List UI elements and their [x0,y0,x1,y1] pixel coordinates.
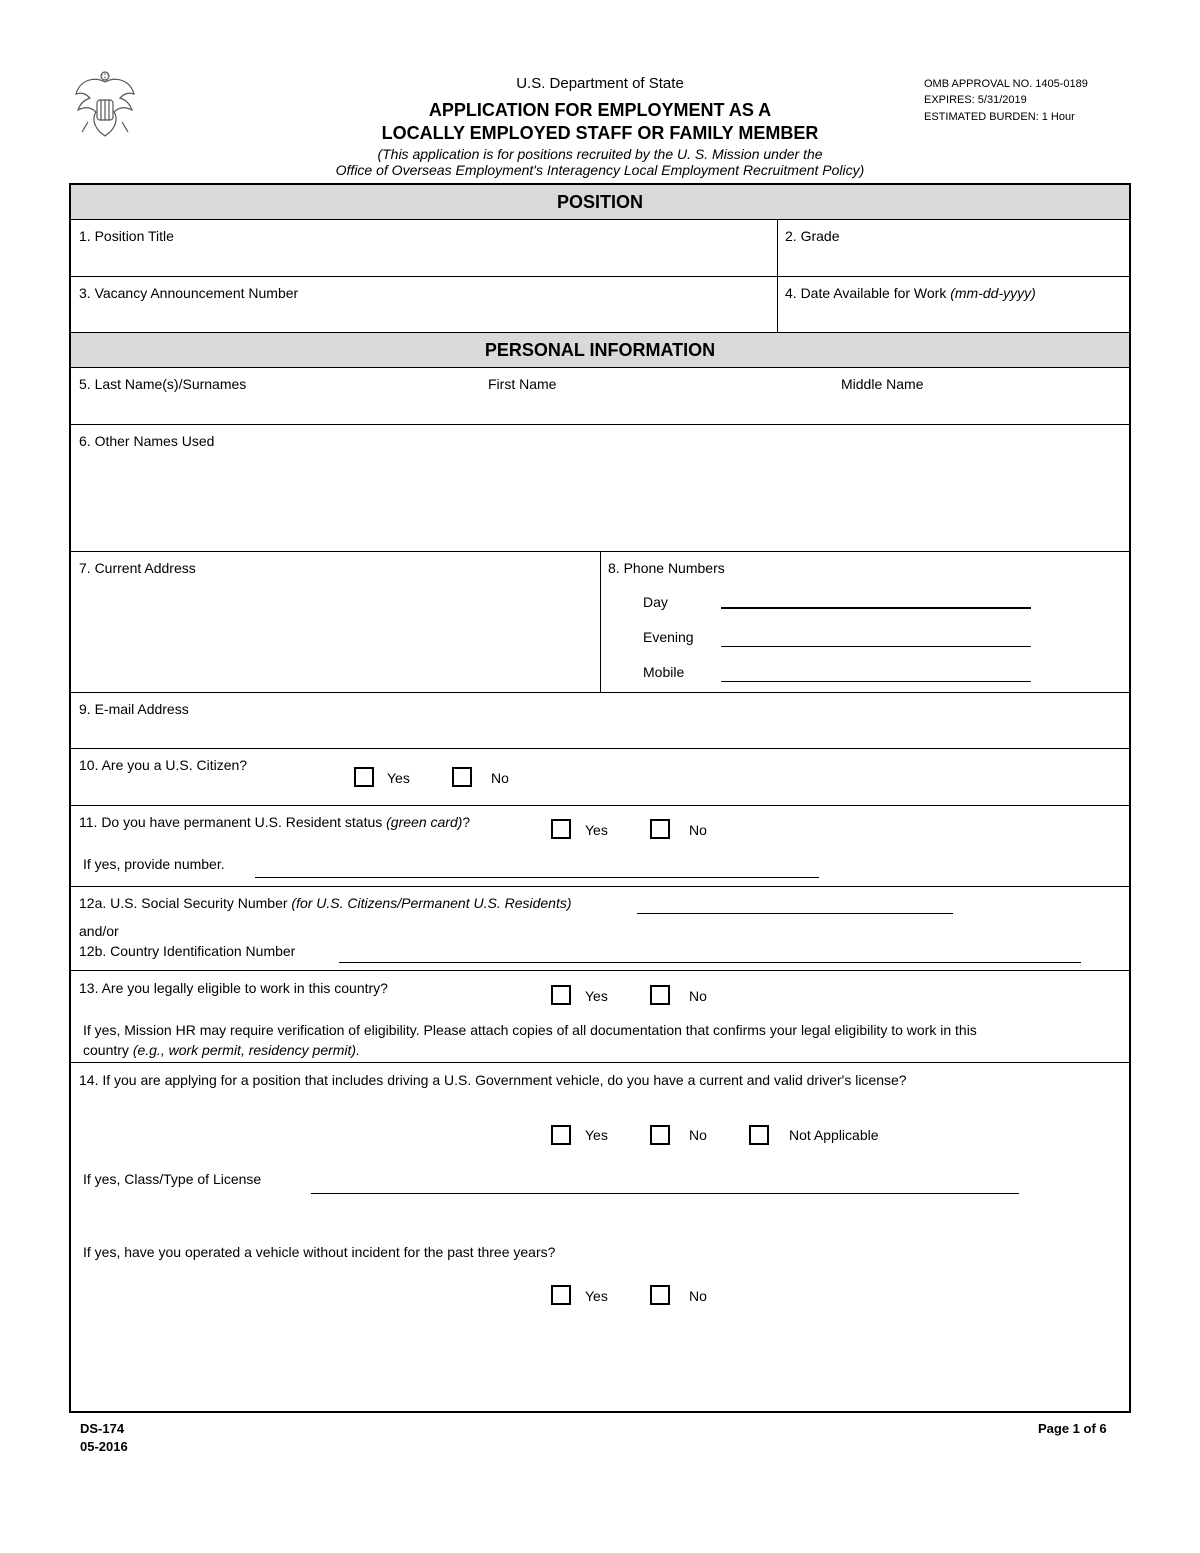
work-eligibility-no-label: No [689,988,707,1004]
phone-evening-input-line[interactable] [721,646,1031,647]
divider [71,219,1129,220]
ssn-input-line[interactable] [637,913,953,914]
license-class-input-line[interactable] [311,1193,1019,1194]
drivers-license-question: 14. If you are applying for a position that includes driving a U.S. Government vehicle, do you have a current and valid driver's license? [79,1072,907,1088]
divider [71,970,1129,971]
green-card-yes-label: Yes [585,822,608,838]
phone-numbers-label: 8. Phone Numbers [608,560,725,576]
date-available-label: 4. Date Available for Work [785,285,951,301]
drivers-license-na-checkbox[interactable] [749,1125,769,1145]
page-indicator: Page 1 of 6 [1038,1421,1107,1436]
department-name: U.S. Department of State [516,75,684,92]
country-id-label: 12b. Country Identification Number [79,943,296,959]
divider [71,805,1129,806]
form-title-line1: APPLICATION FOR EMPLOYMENT AS A [428,100,772,120]
divider [71,886,1129,887]
driving-incident-no-label: No [689,1288,707,1304]
phone-day-input-line[interactable] [721,607,1031,609]
omb-burden: ESTIMATED BURDEN: 1 Hour [924,111,1075,123]
ssn-hint: (for U.S. Citizens/Permanent U.S. Residents) [291,895,572,911]
drivers-license-yes-checkbox[interactable] [551,1125,571,1145]
drivers-license-yes-label: Yes [585,1127,608,1143]
form-revision-date: 05-2016 [80,1439,128,1454]
last-name-field[interactable]: 5. Last Name(s)/Surnames [79,376,247,392]
and-or-label: and/or [79,923,119,939]
email-field[interactable]: 9. E-mail Address [79,701,189,717]
application-form [69,183,1131,1413]
citizen-question: 10. Are you a U.S. Citizen? [79,757,248,773]
date-format-hint: (mm-dd-yyyy) [950,285,1036,301]
work-eligibility-note-line2 [83,1042,360,1058]
green-card-hint: (green card) [386,814,463,830]
phone-day-label: Day [643,594,668,610]
divider [71,276,1129,277]
driving-incident-question: If yes, have you operated a vehicle without incident for the past three years? [83,1244,556,1260]
divider [71,1062,1129,1063]
citizen-no-checkbox[interactable] [452,767,472,787]
omb-approval: OMB APPROVAL NO. 1405-0189 [924,78,1088,90]
driving-incident-yes-checkbox[interactable] [551,1285,571,1305]
green-card-question-mark: ? [462,814,471,830]
green-card-question [79,814,470,830]
vacancy-number-field[interactable]: 3. Vacancy Announcement Number [79,285,299,301]
green-card-no-checkbox[interactable] [650,819,670,839]
citizen-yes-label: Yes [387,770,410,786]
country-id-input-line[interactable] [339,962,1081,963]
grade-field[interactable]: 2. Grade [785,228,840,244]
form-title-line2: LOCALLY EMPLOYED STAFF OR FAMILY MEMBER [381,123,819,143]
green-card-question-text: 11. Do you have permanent U.S. Resident status [79,814,387,830]
drivers-license-no-label: No [689,1127,707,1143]
work-eligibility-note-line1: If yes, Mission HR may require verification of eligibility. Please attach copies of all documentation that confirms your legal eligibility to work in this [83,1022,977,1038]
work-eligibility-yes-checkbox[interactable] [551,985,571,1005]
divider [71,692,1129,693]
other-names-field[interactable]: 6. Other Names Used [79,433,215,449]
license-class-label: If yes, Class/Type of License [83,1171,262,1187]
divider [600,551,601,692]
position-title-field[interactable]: 1. Position Title [79,228,174,244]
omb-expires: EXPIRES: 5/31/2019 [924,94,1027,106]
drivers-license-no-checkbox[interactable] [650,1125,670,1145]
divider [71,424,1129,425]
phone-mobile-input-line[interactable] [721,681,1031,682]
date-available-field[interactable] [785,285,1036,301]
citizen-yes-checkbox[interactable] [354,767,374,787]
divider [71,367,1129,368]
phone-mobile-label: Mobile [643,664,685,680]
form-subtitle-line1: (This application is for positions recruited by the U. S. Mission under the [377,146,823,162]
section-header-position: POSITION [71,185,1129,219]
work-eligibility-question: 13. Are you legally eligible to work in this country? [79,980,388,996]
citizen-no-label: No [491,770,509,786]
green-card-number-label: If yes, provide number. [83,856,225,872]
first-name-field[interactable]: First Name [488,376,557,392]
current-address-field[interactable]: 7. Current Address [79,560,196,576]
ssn-label [79,895,572,911]
section-header-personal-information: PERSONAL INFORMATION [71,333,1129,367]
green-card-number-input-line[interactable] [255,877,819,878]
work-eligibility-no-checkbox[interactable] [650,985,670,1005]
work-eligibility-note-examples: (e.g., work permit, residency permit). [132,1042,360,1058]
drivers-license-na-label: Not Applicable [789,1127,879,1143]
middle-name-field[interactable]: Middle Name [841,376,924,392]
green-card-yes-checkbox[interactable] [551,819,571,839]
driving-incident-yes-label: Yes [585,1288,608,1304]
work-eligibility-note-text: country [83,1042,133,1058]
phone-evening-label: Evening [643,629,694,645]
ssn-label-text: 12a. U.S. Social Security Number [79,895,292,911]
form-subtitle-line2: Office of Overseas Employment's Interagency Local Employment Recruitment Policy) [335,162,865,178]
divider [71,748,1129,749]
green-card-no-label: No [689,822,707,838]
driving-incident-no-checkbox[interactable] [650,1285,670,1305]
form-number: DS-174 [80,1421,125,1436]
work-eligibility-yes-label: Yes [585,988,608,1004]
